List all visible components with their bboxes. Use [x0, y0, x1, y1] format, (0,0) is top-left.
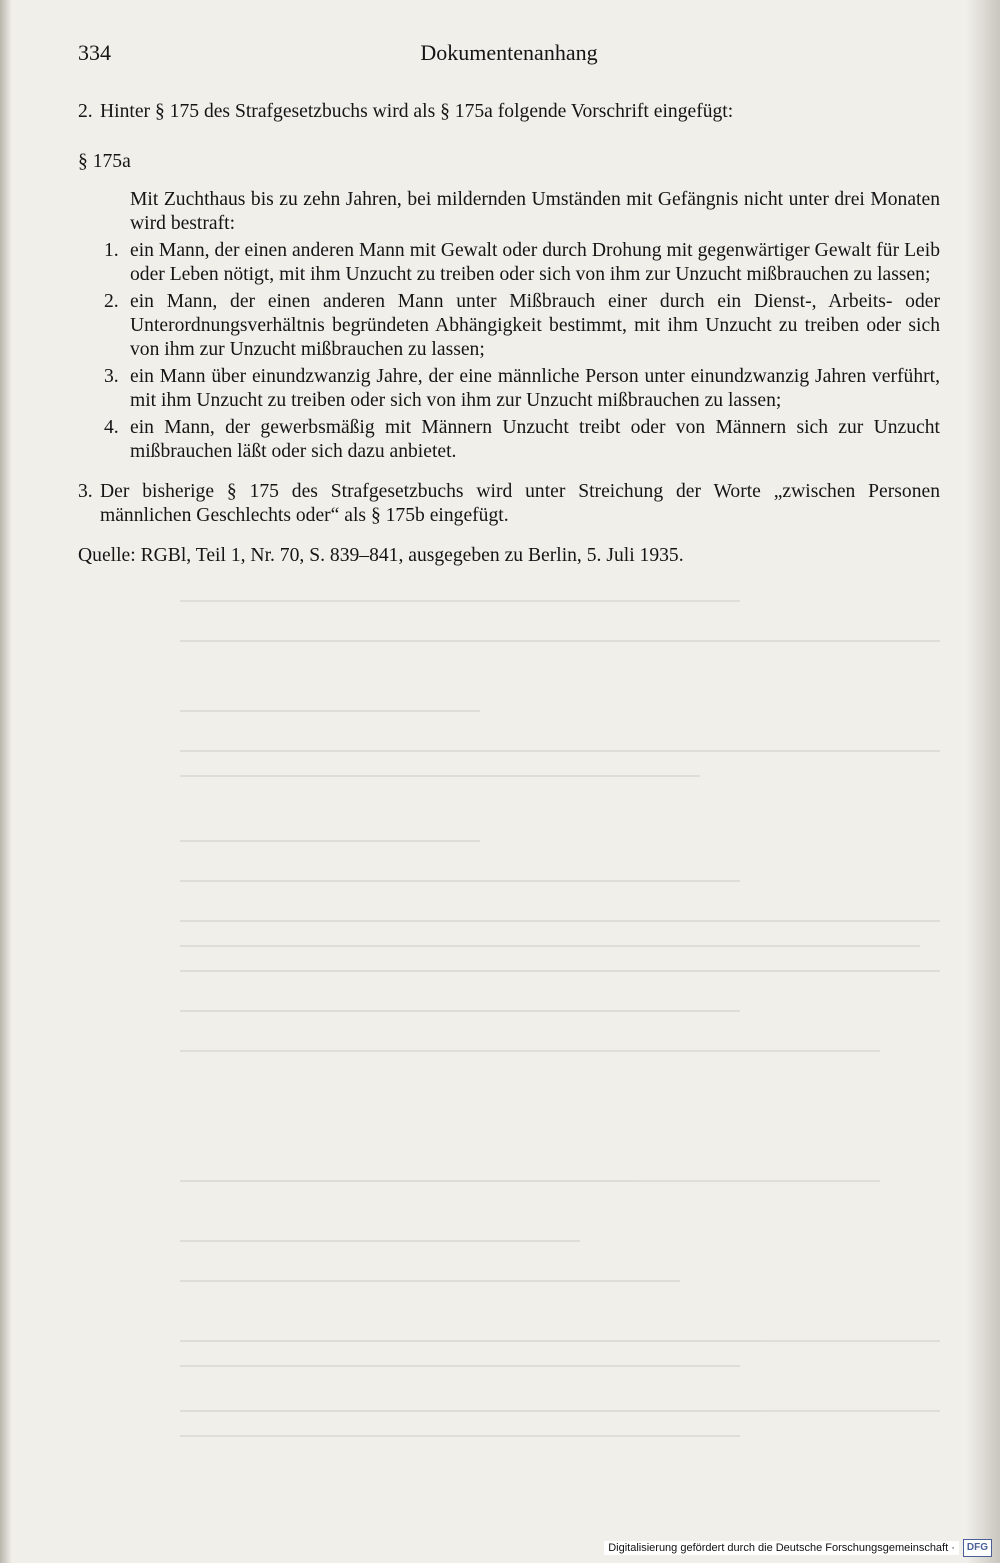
list-item-text: ein Mann, der einen anderen Mann unter Mißbrauch einer durch ein Dienst-, Arbeits- oder Unterordnungsverhältnis begründeten Abhängigkeit bestimmt, mit ihm Unzucht zu treiben oder sich von ihm zur Unzucht mißbrauchen zu lassen;	[130, 291, 940, 360]
list-item-number: 2.	[104, 291, 119, 312]
page-header	[78, 40, 940, 76]
amendment-item-2	[78, 100, 940, 124]
list-item-number: 3.	[104, 366, 119, 387]
list-item-text: ein Mann, der einen anderen Mann mit Gewalt oder durch Drohung mit gegenwärtiger Gewalt für Leib oder Leben nötigt, mit ihm Unzucht zu treiben oder sich von ihm zur Unzucht mißbrauchen zu lassen;	[130, 240, 940, 285]
bleed-through-text	[180, 600, 980, 1500]
item-number: 2.	[78, 101, 93, 122]
digitization-footer	[604, 1537, 992, 1559]
item-text: Der bisherige § 175 des Strafgesetzbuchs wird unter Streichung der Worte „zwischen Personen männlichen Geschlechts oder“ als § 175b eingefügt.	[100, 481, 940, 526]
item-number: 3.	[78, 481, 93, 502]
list-item-text: ein Mann, der gewerbsmäßig mit Männern Unzucht treibt oder von Männern sich zur Unzucht mißbrauchen läßt oder sich dazu anbietet.	[130, 417, 940, 462]
section-intro: Mit Zuchthaus bis zu zehn Jahren, bei mildernden Umständen mit Gefängnis nicht unter drei Monaten wird bestraft:	[130, 189, 940, 234]
amendment-item-3	[78, 480, 940, 528]
page-number: 334	[78, 40, 111, 65]
footer-credit: Digitalisierung gefördert durch die Deutsche Forschungsgemeinschaft ·	[604, 1541, 959, 1555]
source-citation: Quelle: RGBl, Teil 1, Nr. 70, S. 839–841, ausgegeben zu Berlin, 5. Juli 1935.	[78, 545, 684, 566]
running-title: Dokumentenanhang	[420, 40, 598, 65]
list-item	[104, 290, 940, 362]
section-heading: § 175a	[78, 151, 131, 172]
page-left-edge-shadow	[0, 0, 12, 1563]
document-body	[78, 100, 940, 568]
list-item	[104, 416, 940, 464]
offence-list	[104, 239, 940, 464]
list-item	[104, 365, 940, 413]
list-item-text: ein Mann über einundzwanzig Jahre, der eine männliche Person unter einundzwanzig Jahren verführt, mit ihm Unzucht zu treiben oder sich von ihm zur Unzucht mißbrauchen zu lassen;	[130, 366, 940, 411]
dfg-logo-icon: DFG	[963, 1539, 992, 1557]
list-item-number: 1.	[104, 240, 119, 261]
list-item	[104, 239, 940, 287]
item-text: Hinter § 175 des Strafgesetzbuchs wird als § 175a folgende Vorschrift eingefügt:	[100, 101, 734, 122]
list-item-number: 4.	[104, 417, 119, 438]
